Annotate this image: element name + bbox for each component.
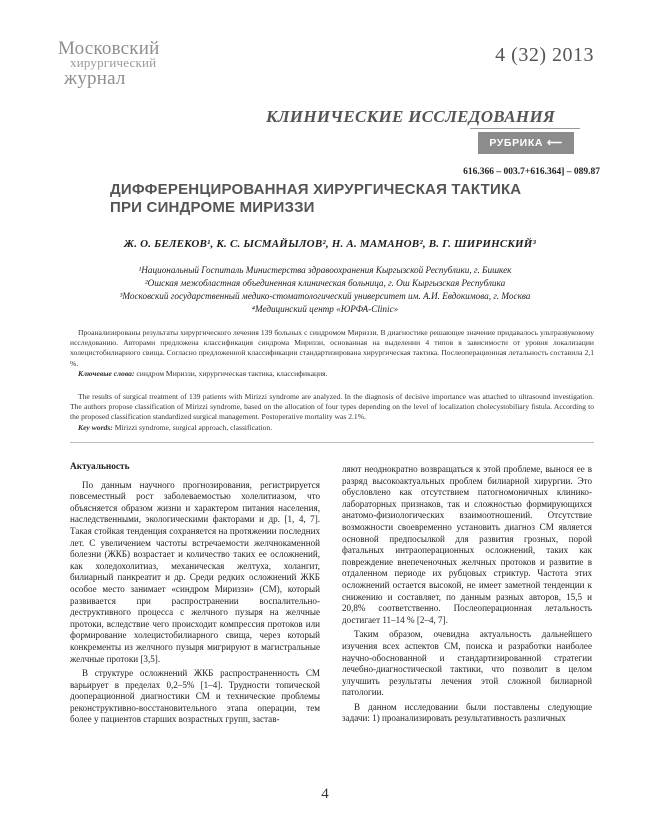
abstract-ru <box>70 328 594 379</box>
keywords-ru-text: синдром Мириззи, хирургическая тактика, классификация. <box>136 368 328 378</box>
keywords-en-text: Mirizzi syndrome, surgical approach, classification. <box>114 422 273 432</box>
keywords-en <box>70 423 594 433</box>
body-column-left <box>70 462 320 729</box>
udc-code: 616.366 – 003.7+616.364] – 089.87 <box>463 167 600 177</box>
section-divider <box>470 128 580 129</box>
affiliation-1: ¹Национальный Госпиталь Министерства здравоохранения Кыргызской Республики, г. Бишкек <box>138 265 512 275</box>
title-line-1: ДИФФЕРЕНЦИРОВАННАЯ ХИРУРГИЧЕСКАЯ ТАКТИКА <box>110 181 522 198</box>
body-paragraph: В структуре осложнений ЖКБ распространенность СМ варьирует в пределах 0,2–5% [1–4]. Трудности топической дооперационной диагностики СМ и технические проблемы реконструктивно-восстановительного этапа операции, тем более у пациентов старших возрастных групп, застав- <box>70 668 320 725</box>
body-paragraph: Таким образом, очевидна актуальность дальнейшего изучения всех аспектов СМ, поиска и разработки наиболее научно-обоснованной и стандартизированной стратегии лечебно-диагностической тактики, что позволит в целом улучшить результаты лечения этой сложной билиарной патологии. <box>342 629 592 698</box>
affiliation-3: ³Московский государственный медико-стоматологический университет им. А.И. Евдокимова, г. Москва <box>119 291 531 301</box>
rubric-badge <box>478 132 574 154</box>
keywords-ru-label: Ключевые слова: <box>78 368 135 378</box>
affiliation-4: ⁴Медицинский центр «ЮРФА-Clinic» <box>251 304 399 314</box>
journal-logo <box>58 38 188 90</box>
section-heading-relevance: Актуальность <box>70 462 130 472</box>
abstract-en <box>70 392 594 433</box>
body-column-right <box>342 464 592 728</box>
affiliation-2: ²Ошская межобластная объединенная клиническая больница, г. Ош Кыргызская Республика <box>144 278 506 288</box>
abstract-ru-text: Проанализированы результаты хирургического лечения 139 больных с синдромом Мириззи. В диагностике решающее значение придавалось ультразвуковому исследованию. Авторами предложена классификация синдрома Мириззи, основанная на выделении 4 типов в зависимости от уровня локализации холецистобилиарного свища. Согласно предложенной классификации стандартизирована хирургическая тактика. Послеоперационная летальность составила 2,1 %. <box>70 328 594 368</box>
rubric-label: РУБРИКА <box>489 137 544 149</box>
title-line-2: ПРИ СИНДРОМЕ МИРИЗЗИ <box>110 199 315 216</box>
keywords-ru <box>70 369 594 379</box>
abstract-en-text: The results of surgical treatment of 139 patients with Mirizzi syndrome are analyzed. In the diagnosis of decisive importance was attached to ultrasound investigation. The authors propose classification of Mirizzi syndrome, based on the allocation of four types depending on the level of localization cholecystobiliary fistula. According to the proposed classification standardized surgical management. Postoperative mortality was 2.1%. <box>70 392 594 422</box>
affiliations <box>60 264 590 316</box>
article-title <box>110 181 550 217</box>
issue-number: 4 (32) 2013 <box>495 44 594 66</box>
logo-line-1: Московский <box>58 38 160 59</box>
body-paragraph: ляют неоднократно возвращаться к этой проблеме, вынося ее в разряд высокоактуальных проблем билиарной хирургии. Это обусловлено как отсутствием патогномоничных клинико-лабораторных признаков, так и сложностью формирующихся анатомо-физиологических взаимоотношений. Отсутствие возможности своевременно установить диагноз СМ является основной предпосылкой для развития грозных, порой фатальных интраоперационных осложнений, таких как повреждение внепеченочных желчных протоков и развитие в отдаленном периоде их рубцовых стриктур. Частота этих осложнений остается высокой, не имеет заметной тенденции к снижению и составляет, по данным разных авторов, 15,5 и 20,8% соответственно. Послеоперационная летальность достигает 11–14 % [2–4, 7]. <box>342 464 592 625</box>
logo-line-2: хирургический <box>70 55 157 70</box>
body-paragraph: По данным научного прогнозирования, регистрируется повсеместный рост заболеваемостью холелитиазом, что объясняется образом жизни и характером питания населения, наследственными, экологическими факторами и др. [1, 4, 7]. Такая стойкая тенденция сохраняется на протяжении последних лет. С увеличением частоты встречаемости желчнокаменной болезни (ЖКБ) возрастает и количество таких ее осложнений, как холедохолитиаз, механическая желтуха, холангит, билиарный панкреатит и др. Среди редких осложнений ЖКБ особое место занимает «синдром Мириззи» (СМ), который развивается при распространении воспалительно-деструктивного процесса с желчного пузыря на желчные протоки, вследствие чего происходит компрессия протоков или формирование холецистобилиарного свища, через который конкременты из желчного пузыря мигрируют в магистральные желчные протоки [3,5]. <box>70 479 320 664</box>
abstract-divider <box>70 442 594 443</box>
authors: Ж. О. БЕЛЕКОВ¹, К. С. ЫСМАЙЫЛОВ², Н. А. МАМАНОВ², В. Г. ШИРИНСКИЙ³ <box>123 238 537 250</box>
logo-line-3: журнал <box>64 68 126 89</box>
arrow-left-icon: ⟵ <box>547 137 563 149</box>
keywords-en-label: Key words: <box>78 422 113 432</box>
body-paragraph: В данном исследовании были поставлены следующие задачи: 1) проанализировать результативность различных <box>342 701 592 724</box>
section-title: КЛИНИЧЕСКИЕ ИССЛЕДОВАНИЯ <box>266 107 555 126</box>
page-number: 4 <box>321 786 329 802</box>
